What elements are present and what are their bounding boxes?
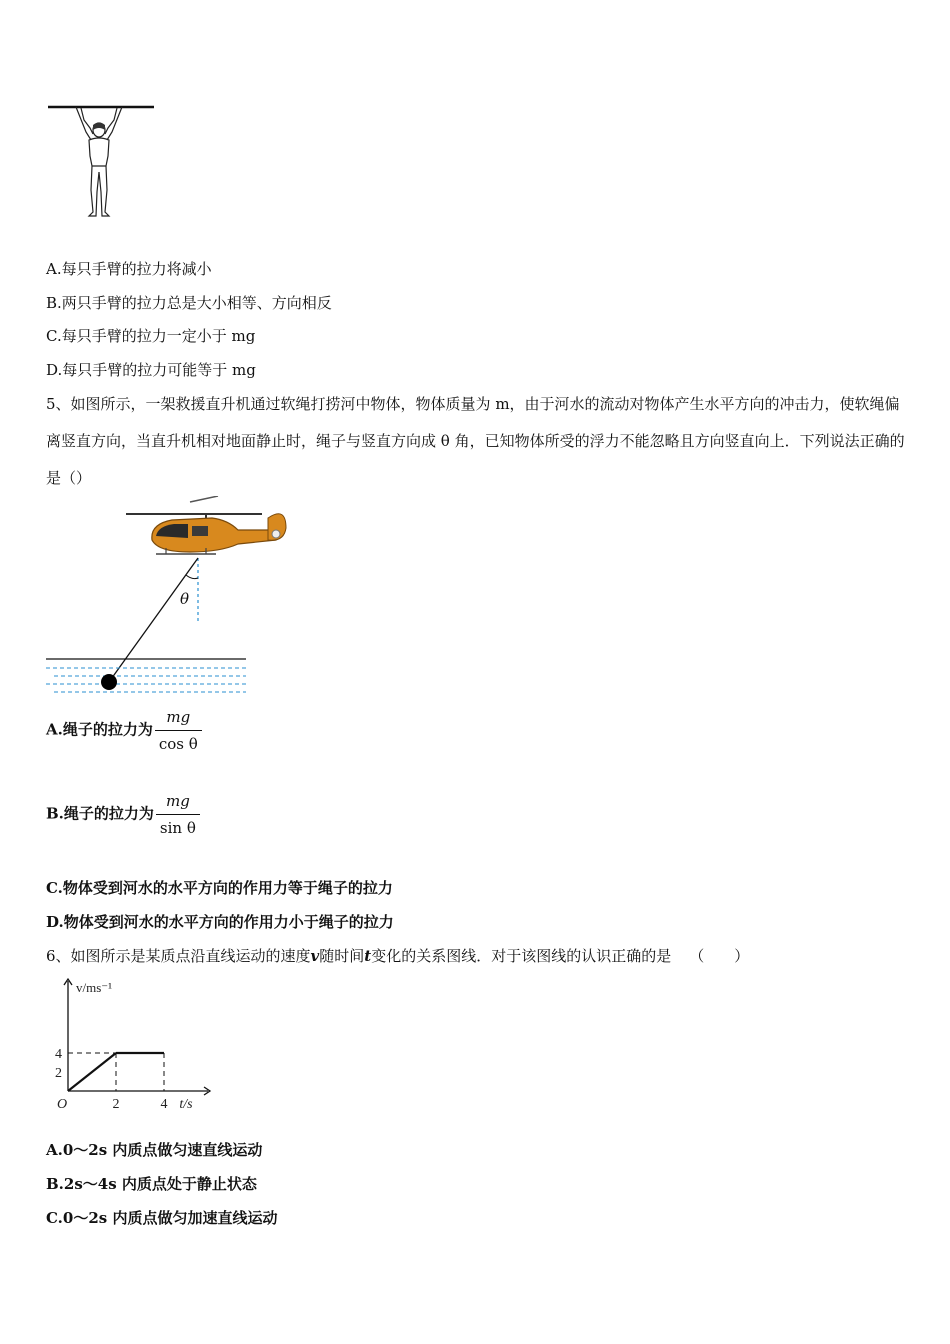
fraction-numerator: mg — [156, 792, 200, 815]
y-tick-label: 2 — [55, 1066, 62, 1081]
q6-stem-part: 变化的关系图线．对于该图线的认识正确的是 — [371, 947, 672, 965]
submerged-object — [101, 674, 117, 690]
q6-question-stem — [46, 946, 749, 966]
x-axis-label: t/s — [179, 1097, 193, 1112]
fraction-mg-over-cos — [155, 708, 202, 753]
velocity-segment — [68, 1053, 116, 1091]
theta-label: θ — [180, 590, 190, 608]
q6-stem-part: 随时间 — [319, 947, 365, 965]
helicopter-rescue-figure — [40, 496, 300, 696]
q5-option-c: C.物体受到河水的水平方向的作用力等于绳子的拉力 — [46, 879, 393, 897]
q5-option-a-text: A.绳子的拉力为 — [46, 720, 153, 739]
origin-label: O — [56, 1097, 68, 1112]
q5-option-b-text: B.绳子的拉力为 — [46, 804, 154, 823]
velocity-time-chart — [48, 976, 218, 1116]
y-axis-label: v/ms⁻¹ — [76, 980, 113, 995]
x-tick-label: 4 — [160, 1097, 168, 1112]
hanging-man-figure — [44, 100, 158, 220]
q6-stem-variable-v: v — [310, 947, 320, 965]
q4-option-c: C.每只手臂的拉力一定小于 mg — [46, 327, 256, 345]
fraction-mg-over-sin — [156, 792, 200, 837]
rope — [109, 558, 198, 682]
q5-option-b — [46, 792, 200, 837]
x-tick-label: 2 — [112, 1097, 120, 1112]
fraction-numerator: mg — [155, 708, 202, 731]
fraction-denominator: cos θ — [158, 735, 198, 753]
q6-answer-bracket: （ ） — [689, 947, 750, 965]
q6-option-c: C.0～2s 内质点做匀加速直线运动 — [46, 1209, 278, 1227]
q6-stem-part: 6、如图所示是某质点沿直线运动的速度 — [46, 947, 311, 965]
q6-option-a: A.0～2s 内质点做匀速直线运动 — [46, 1141, 263, 1159]
q4-option-a: A.每只手臂的拉力将减小 — [46, 260, 212, 278]
q5-question-stem: 5、如图所示，一架救援直升机通过软绳打捞河中物体，物体质量为 m，由于河水的流动对物体产生水平方向的冲击力，使软绳偏离竖直方向，当直升机相对地面静止时，绳子与竖直方向成 θ 角，已知物体所受的浮力不能忽略且方向竖直向上．下列说法正确的是（） — [46, 395, 905, 487]
q5-option-d: D.物体受到河水的水平方向的作用力小于绳子的拉力 — [46, 913, 394, 931]
y-tick-label: 4 — [55, 1047, 62, 1062]
fraction-denominator: sin θ — [159, 819, 196, 837]
q6-stem-variable-t: t — [364, 947, 372, 965]
q5-option-a — [46, 708, 202, 753]
q6-option-b: B.2s～4s 内质点处于静止状态 — [46, 1175, 257, 1193]
q4-option-b: B.两只手臂的拉力总是大小相等、方向相反 — [46, 294, 332, 312]
q4-option-d: D.每只手臂的拉力可能等于 mg — [46, 361, 256, 379]
